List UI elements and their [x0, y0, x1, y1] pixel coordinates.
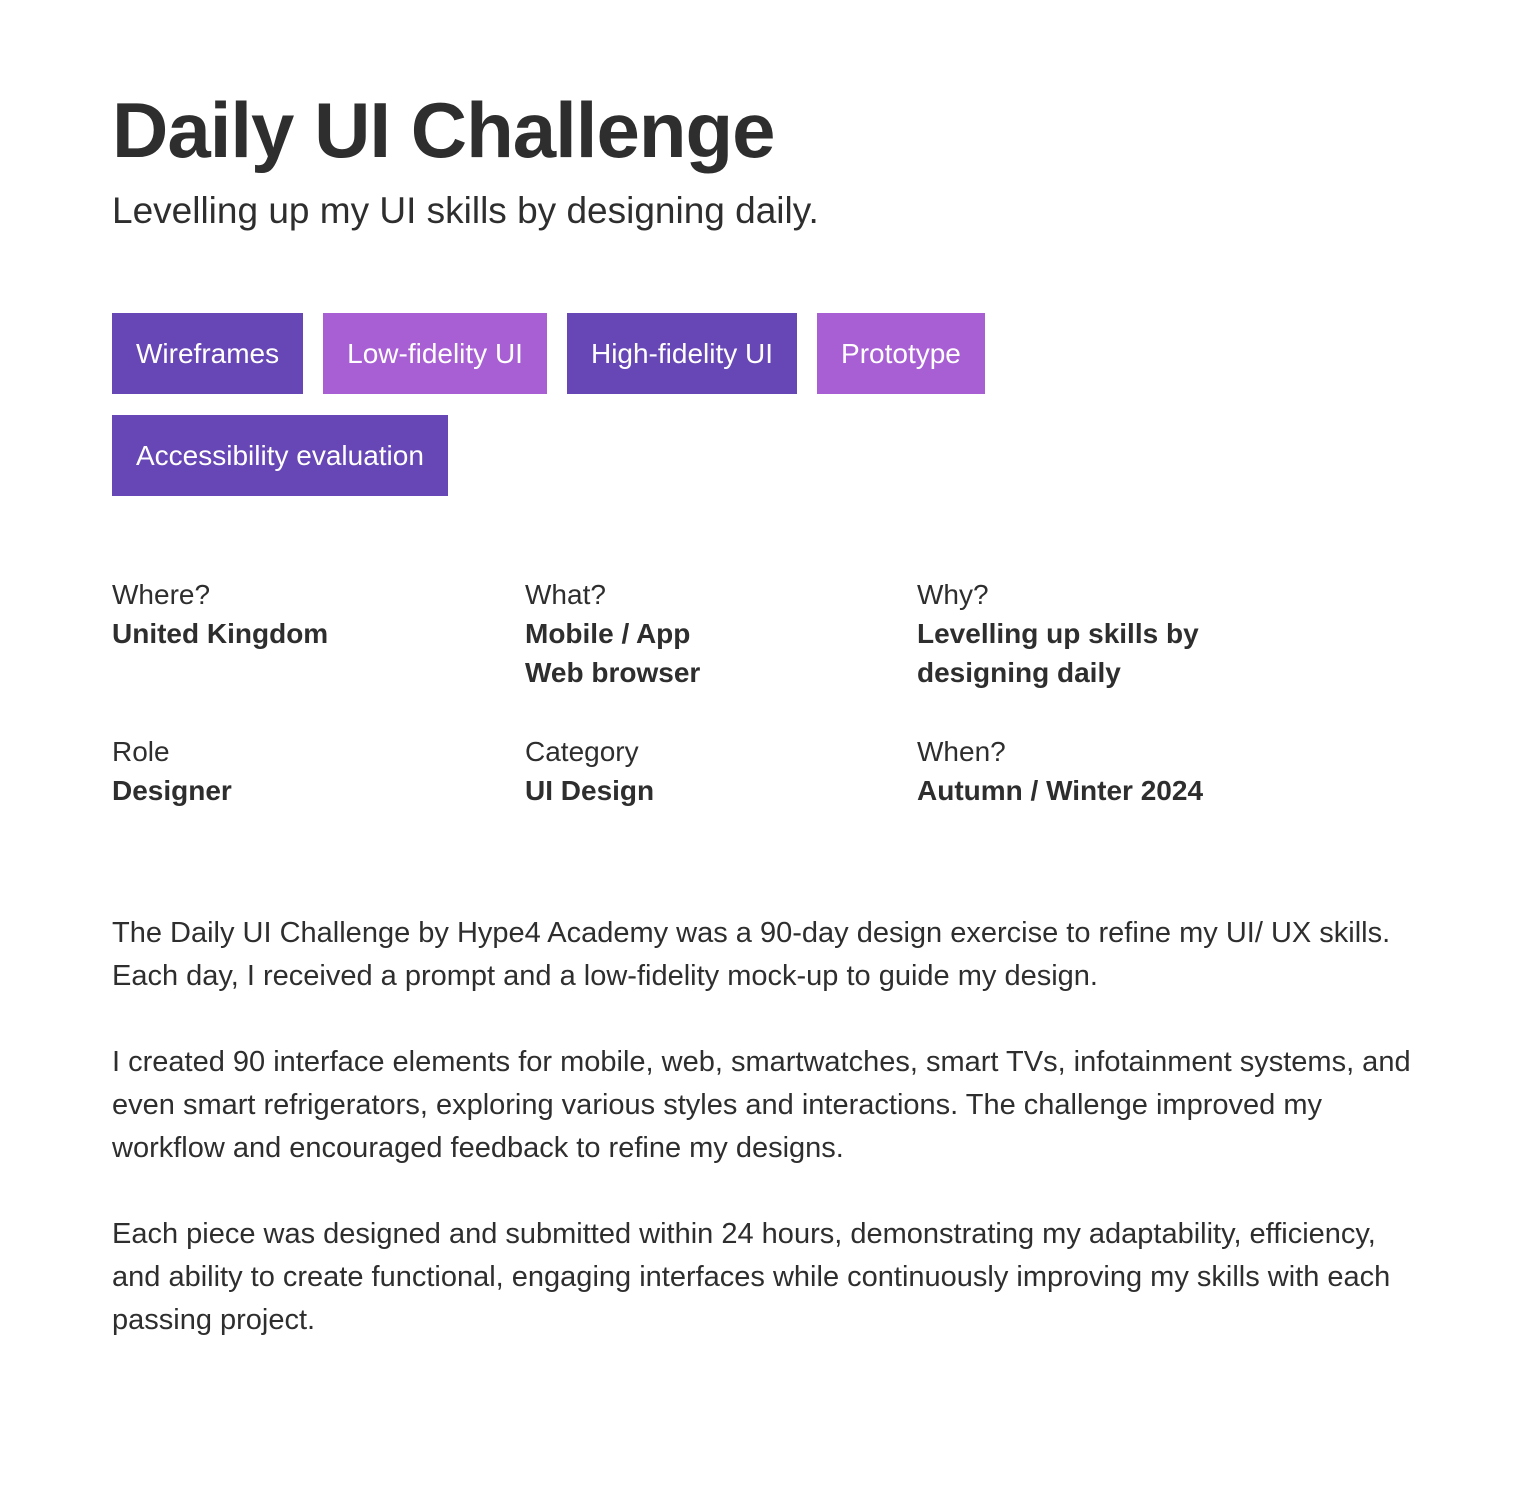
- meta-what-value-line-1: Mobile / App: [525, 618, 691, 649]
- description-paragraph: Each piece was designed and submitted within 24 hours, demonstrating my adaptability, efficiency, and ability to create functional, engaging interfaces while continuously improving my skills with each passing project.: [112, 1218, 1391, 1336]
- page-title: Daily UI Challenge: [112, 86, 775, 174]
- meta-what-value-line-2: Web browser: [525, 657, 701, 688]
- meta-why: [917, 575, 1199, 692]
- page-subtitle: Levelling up my UI skills by designing daily.: [112, 190, 819, 231]
- meta-why-label: Why?: [917, 579, 989, 610]
- meta-what-label: What?: [525, 579, 606, 610]
- tag-prototype[interactable]: Prototype: [817, 313, 985, 394]
- skill-tags: [112, 313, 1112, 496]
- meta-why-value-line-2: designing daily: [917, 657, 1121, 688]
- meta-what-value: [525, 614, 700, 692]
- meta-why-value-line-1: Levelling up skills by: [917, 618, 1199, 649]
- tag-high-fidelity-ui[interactable]: High-fidelity UI: [567, 313, 797, 394]
- meta-when: [917, 732, 1203, 810]
- meta-role-label: Role: [112, 736, 170, 767]
- meta-where: [112, 575, 328, 653]
- meta-category-label: Category: [525, 736, 639, 767]
- meta-category-value: [525, 771, 654, 810]
- description-paragraph: I created 90 interface elements for mobile, web, smartwatches, smart TVs, infotainment systems, and even smart refrigerators, exploring various styles and interactions. The challenge improved my workflow and encouraged feedback to refine my designs.: [112, 1046, 1411, 1164]
- meta-why-value: [917, 614, 1199, 692]
- tag-wireframes[interactable]: Wireframes: [112, 313, 303, 394]
- meta-where-value-text: United Kingdom: [112, 618, 329, 649]
- description-paragraph: The Daily UI Challenge by Hype4 Academy was a 90-day design exercise to refine my UI/ UX skills. Each day, I received a prompt and a low-fidelity mock-up to guide my design.: [112, 917, 1391, 992]
- meta-when-value-text: Autumn / Winter 2024: [917, 775, 1204, 806]
- meta-when-value: [917, 771, 1203, 810]
- meta-what: [525, 575, 700, 692]
- meta-category-value-text: UI Design: [525, 775, 655, 806]
- meta-role-value: [112, 771, 232, 810]
- meta-where-label: Where?: [112, 579, 211, 610]
- meta-where-value: [112, 614, 328, 653]
- project-description: [112, 912, 1422, 1385]
- meta-role: [112, 732, 232, 810]
- meta-when-label: When?: [917, 736, 1006, 767]
- tag-accessibility-evaluation[interactable]: Accessibility evaluation: [112, 415, 448, 496]
- tag-low-fidelity-ui[interactable]: Low-fidelity UI: [323, 313, 547, 394]
- meta-category: [525, 732, 654, 810]
- meta-role-value-text: Designer: [112, 775, 232, 806]
